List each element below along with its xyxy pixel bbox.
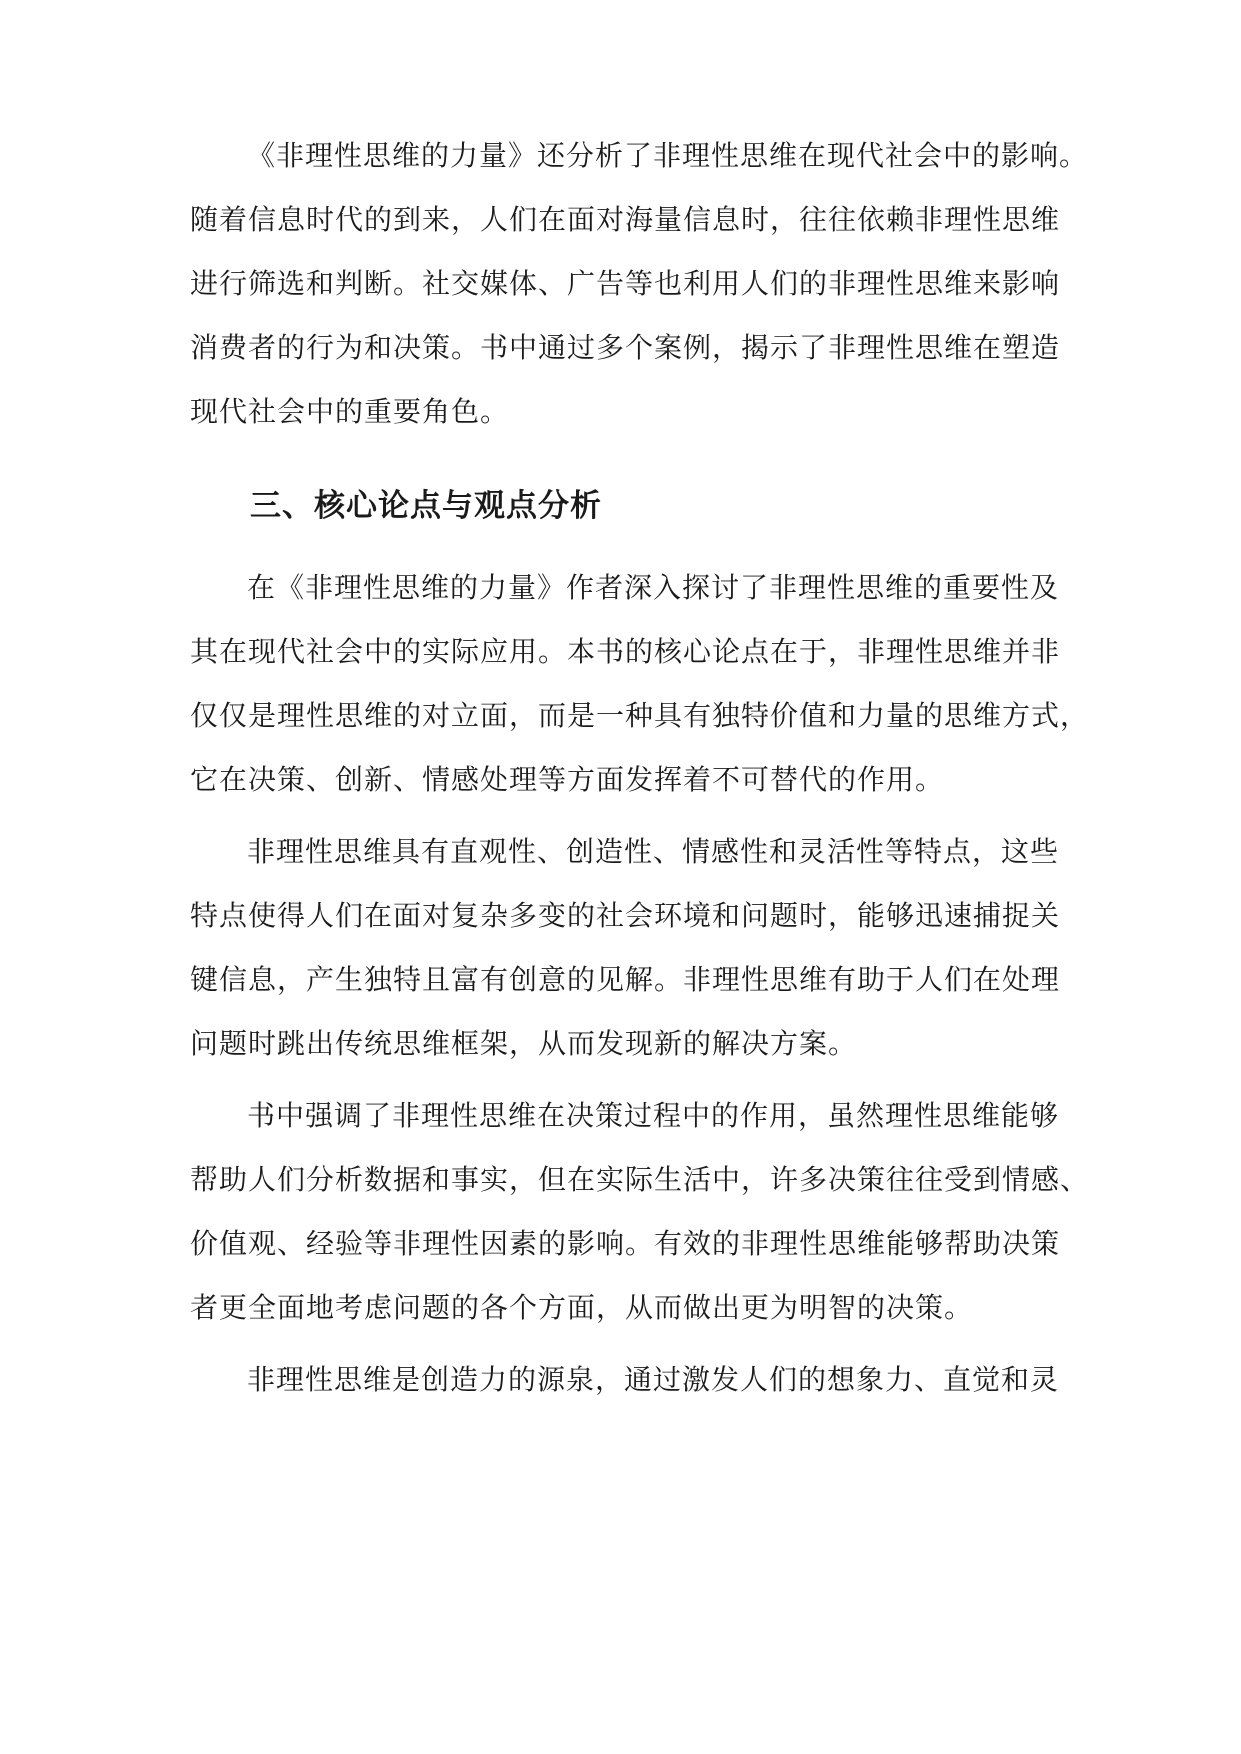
- text-line: 问题时跳出传统思维框架，从而发现新的解决方案。: [190, 1027, 858, 1060]
- text-line: 书中强调了非理性思维在决策过程中的作用，虽然理性思维能够: [247, 1099, 1060, 1132]
- text-line: 进行筛选和判断。社交媒体、广告等也利用人们的非理性思维来影响: [190, 267, 1061, 300]
- text-line: 非理性思维是创造力的源泉，通过激发人们的想象力、直觉和灵: [247, 1363, 1060, 1396]
- text-line: 它在决策、创新、情感处理等方面发挥着不可替代的作用。: [190, 763, 945, 796]
- text-line: 者更全面地考虑问题的各个方面，从而做出更为明智的决策。: [190, 1291, 974, 1324]
- text-line: 在《非理性思维的力量》作者深入探讨了非理性思维的重要性及: [247, 571, 1060, 604]
- text-line: 键信息，产生独特且富有创意的见解。非理性思维有助于人们在处理: [190, 963, 1061, 996]
- text-line: 帮助人们分析数据和事实，但在实际生活中，许多决策往往受到情感、: [190, 1163, 1090, 1196]
- section-heading: 三、核心论点与观点分析: [250, 488, 602, 524]
- text-line: 消费者的行为和决策。书中通过多个案例，揭示了非理性思维在塑造: [190, 331, 1061, 364]
- text-line: 特点使得人们在面对复杂多变的社会环境和问题时，能够迅速捕捉关: [190, 899, 1061, 932]
- text-line: 仅仅是理性思维的对立面，而是一种具有独特价值和力量的思维方式，: [190, 699, 1090, 732]
- text-line: 价值观、经验等非理性因素的影响。有效的非理性思维能够帮助决策: [190, 1227, 1061, 1260]
- text-line: 现代社会中的重要角色。: [190, 395, 510, 428]
- text-line: 随着信息时代的到来，人们在面对海量信息时，往往依赖非理性思维: [190, 203, 1061, 236]
- text-line: 非理性思维具有直观性、创造性、情感性和灵活性等特点，这些: [247, 835, 1060, 868]
- text-line: 其在现代社会中的实际应用。本书的核心论点在于，非理性思维并非: [190, 635, 1061, 668]
- text-line: 《非理性思维的力量》还分析了非理性思维在现代社会中的影响。: [247, 139, 1089, 172]
